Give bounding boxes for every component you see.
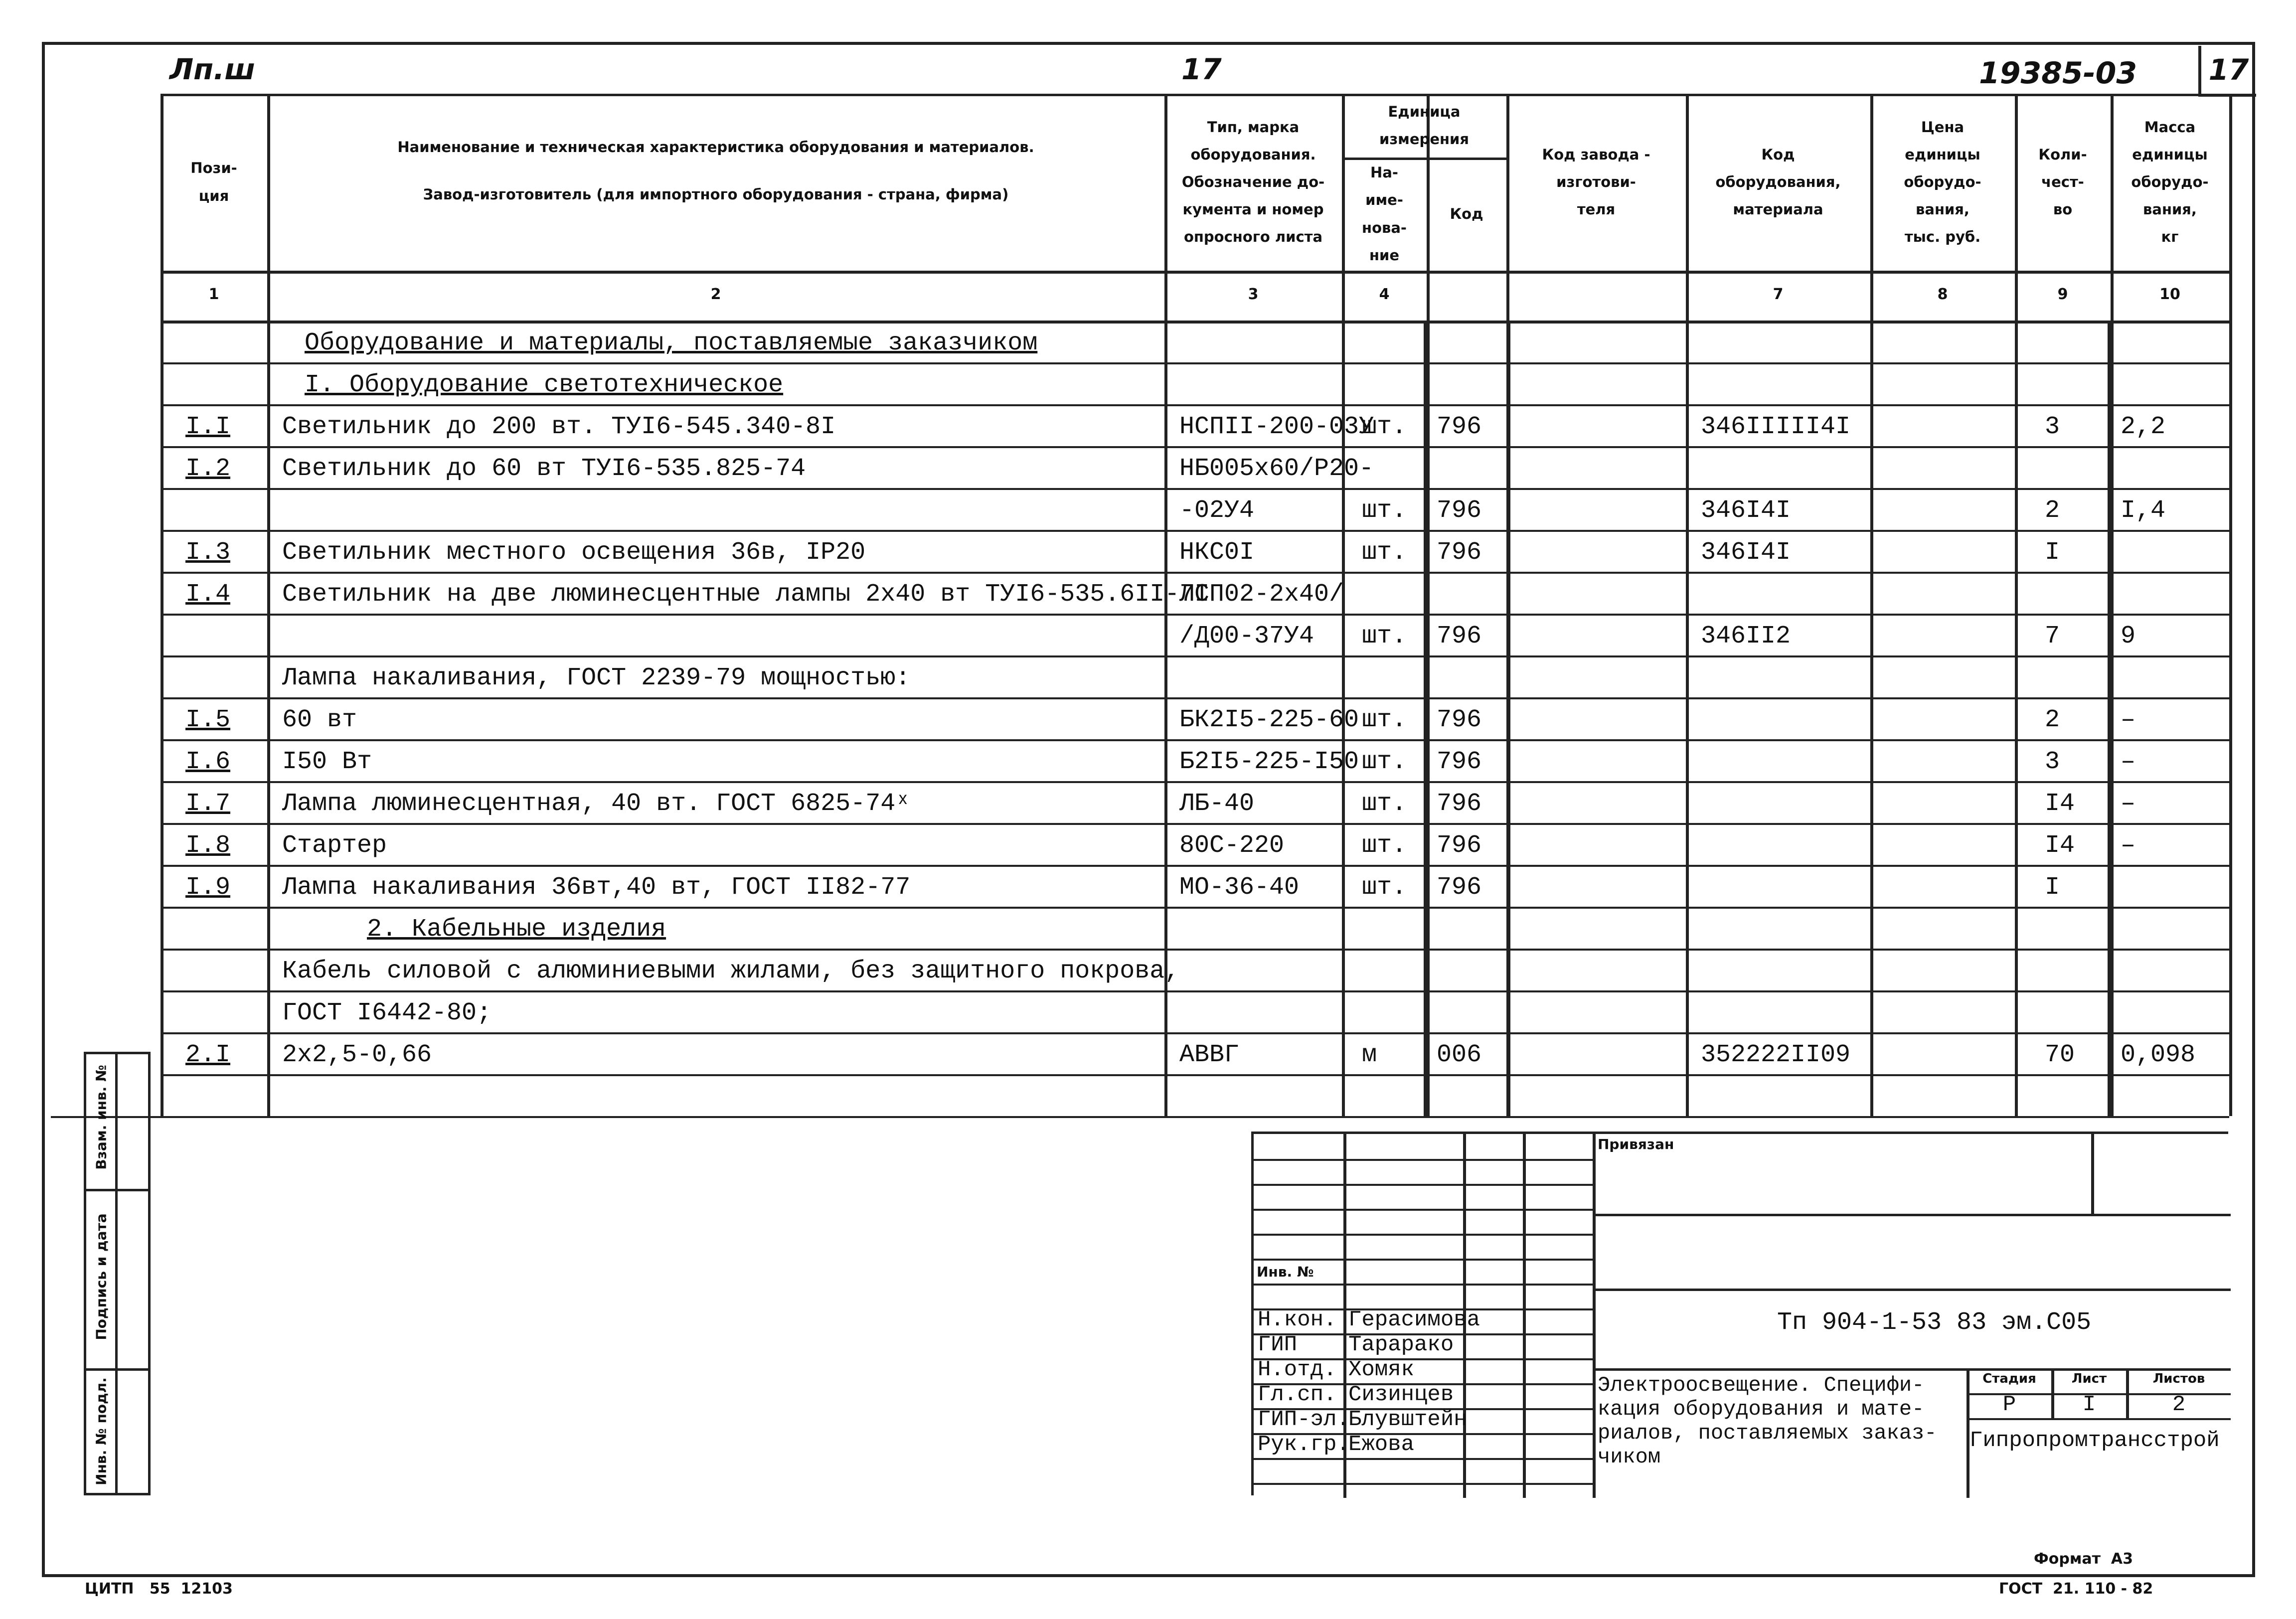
column-number: 8 <box>1937 286 1948 303</box>
cell-name: Светильник местного освещения 36в, IP20 <box>282 538 866 567</box>
signature-role: ГИП <box>1258 1332 1298 1357</box>
cell-name: ГОСТ I6442-80; <box>282 999 492 1027</box>
cell-code: 796 <box>1437 790 1482 818</box>
cell-name: Светильник до 60 вт ТУI6-535.825-74 <box>282 455 806 483</box>
cell-eq: 346I4I <box>1701 538 1791 567</box>
column-number: 10 <box>2159 286 2180 303</box>
cell-type: Б2I5-225-I50 <box>1179 748 1359 776</box>
signature-role: Гл.сп. <box>1258 1382 1337 1407</box>
column-number: 9 <box>2057 286 2068 303</box>
cell-code: 796 <box>1437 622 1482 650</box>
cell-qty: 2 <box>2045 496 2060 525</box>
format-label: Формат А3 <box>2034 1550 2133 1568</box>
cell-mass: – <box>2121 790 2136 818</box>
row-line <box>161 1032 2229 1034</box>
signature-name: Сизинцев <box>1348 1382 1454 1407</box>
cell-mass: 9 <box>2121 622 2136 650</box>
stage-label: Стадия <box>1982 1371 2036 1386</box>
cell-pos: I.7 <box>185 790 231 818</box>
row-line <box>161 321 2229 324</box>
cell-name: Лампа накаливания, ГОСТ 2239-79 мощностью: <box>282 664 911 692</box>
cell-eq: 352222II09 <box>1701 1041 1851 1069</box>
row-line <box>161 781 2229 783</box>
cell-code: 796 <box>1437 873 1482 902</box>
cell-pos: I.I <box>185 413 231 441</box>
inv-label: Инв. № <box>1257 1264 1314 1280</box>
cell-qty: I <box>2045 873 2060 902</box>
side-label-replace-inv: Взам. инв. № <box>93 1065 110 1170</box>
header-c2a: Наименование и техническая характеристика оборудования и материалов. <box>397 139 1034 156</box>
cell-unit: шт. <box>1362 538 1407 567</box>
cell-type: АВВГ <box>1179 1041 1240 1069</box>
cell-qty: I4 <box>2045 790 2075 818</box>
cell-name: Светильник до 200 вт. ТУI6-545.340-8I <box>282 413 836 441</box>
row-line <box>161 865 2229 867</box>
cell-eq: 346II2 <box>1701 622 1791 650</box>
cell-mass: I,4 <box>2121 496 2166 525</box>
row-line <box>161 1074 2229 1076</box>
row-line <box>161 949 2229 951</box>
row-line <box>161 271 2229 274</box>
signature-row <box>1254 1407 1603 1432</box>
signature-name: Блувштейн <box>1348 1407 1467 1432</box>
sheets-value: 2 <box>2172 1392 2186 1417</box>
column-number: 4 <box>1379 286 1390 303</box>
row-line <box>161 572 2229 574</box>
left-mark: Лп.ш <box>169 52 255 86</box>
col-line <box>267 94 270 1116</box>
row-line <box>161 614 2229 616</box>
header-c4b: Код <box>1450 205 1483 222</box>
cell-unit: шт. <box>1362 706 1407 734</box>
row-line <box>161 990 2229 992</box>
row-line <box>161 362 2229 364</box>
cell-code: 796 <box>1437 538 1482 567</box>
side-label-signature-date: Подпись и дата <box>93 1213 110 1340</box>
side-label-inv-orig: Инв. № подл. <box>93 1377 110 1485</box>
column-number: 7 <box>1773 286 1784 303</box>
page-number-top: 17 <box>1181 52 1222 86</box>
cell-mass: 2,2 <box>2121 413 2166 441</box>
header-c4: Единица измерения <box>1379 103 1469 148</box>
signature-role: Н.кон. <box>1258 1307 1337 1332</box>
cell-mass: – <box>2121 748 2136 776</box>
title-block <box>1251 1132 2228 1495</box>
header-c5: Код завода - изготови- теля <box>1542 146 1650 218</box>
signature-row <box>1254 1332 1603 1357</box>
cell-pos: I.4 <box>185 580 231 609</box>
cell-code: 796 <box>1437 831 1482 860</box>
signature-row <box>1254 1307 1603 1332</box>
signature-row <box>1254 1382 1603 1407</box>
signature-name: Герасимова <box>1348 1307 1480 1332</box>
row-line <box>161 530 2229 532</box>
cell-type: НСПII-200-03У <box>1179 413 1374 441</box>
cell-unit: шт. <box>1362 873 1407 902</box>
cell-mass: 0,098 <box>2121 1041 2196 1069</box>
cell-type: -02У4 <box>1179 496 1255 525</box>
cell-qty: 3 <box>2045 748 2060 776</box>
cell-name: Кабель силовой с алюминиевыми жилами, без защитного покрова, <box>282 957 1180 985</box>
cell-name: Лампа накаливания 36вт,40 вт, ГОСТ II82-77 <box>282 873 911 902</box>
cell-type: НКС0I <box>1179 538 1255 567</box>
col-line <box>2108 321 2112 1116</box>
row-line <box>161 739 2229 741</box>
cell-unit: м <box>1362 1041 1377 1069</box>
cell-unit: шт. <box>1362 831 1407 860</box>
cell-mass: – <box>2121 706 2136 734</box>
cell-name: Светильник на две люминесцентные лампы 2х40 вт ТУI6-535.6II-7I <box>282 580 1210 609</box>
footer-code: ЦИТП 55 12103 <box>85 1580 233 1598</box>
cell-qty: 3 <box>2045 413 2060 441</box>
cell-name: I. Оборудование светотехническое <box>305 371 784 399</box>
cell-pos: 2.I <box>185 1041 231 1069</box>
cell-name: Лампа люминесцентная, 40 вт. ГОСТ 6825-74ˣ <box>282 790 911 818</box>
signature-name: Ежова <box>1348 1432 1415 1457</box>
cell-qty: 7 <box>2045 622 2060 650</box>
cell-type: 80С-220 <box>1179 831 1285 860</box>
row-line <box>161 823 2229 825</box>
signature-role: Рук.гр. <box>1258 1432 1350 1457</box>
privyazan-label: Привязан <box>1598 1136 1674 1152</box>
cell-type: ЛСП02-2х40/ <box>1179 580 1344 609</box>
row-line <box>161 655 2229 657</box>
cell-pos: I.3 <box>185 538 231 567</box>
sheet-label: Лист <box>2071 1371 2107 1386</box>
cell-qty: 2 <box>2045 706 2060 734</box>
organization: Гипропромтрансстрой <box>1969 1428 2220 1453</box>
document-code: 19385-03 <box>1979 56 2137 91</box>
cell-code: 796 <box>1437 496 1482 525</box>
header-c2b: Завод-изготовитель (для импортного оборудования - страна, фирма) <box>423 186 1009 203</box>
cell-code: 006 <box>1437 1041 1482 1069</box>
row-line <box>51 1116 2229 1118</box>
cell-code: 796 <box>1437 706 1482 734</box>
cell-name: 2х2,5-0,66 <box>282 1041 432 1069</box>
sheets-label: Листов <box>2152 1371 2205 1386</box>
row-line <box>161 488 2229 490</box>
signature-name: Хомяк <box>1348 1357 1415 1382</box>
header-c3: Тип, марка оборудования. Обозначение до- кумента и номер опросного листа <box>1181 118 1325 246</box>
cell-pos: I.2 <box>185 455 231 483</box>
designation: Тп 904-1-53 83 эм.С05 <box>1777 1308 2092 1337</box>
signature-row <box>1254 1432 1603 1457</box>
corner-page-box <box>2198 46 2256 97</box>
corner-page: 17 <box>2208 53 2249 87</box>
row-line <box>161 907 2229 909</box>
col-line <box>1506 321 1510 1116</box>
cell-pos: I.8 <box>185 831 231 860</box>
cell-qty: 70 <box>2045 1041 2075 1069</box>
header-c1: Пози- ция <box>190 160 237 204</box>
cell-pos: I.9 <box>185 873 231 902</box>
header-c4a: На- име- нова- ние <box>1362 164 1407 264</box>
cell-type: БК2I5-225-60 <box>1179 706 1359 734</box>
row-line <box>161 446 2229 448</box>
cell-unit: шт. <box>1362 496 1407 525</box>
signature-role: ГИП-эл. <box>1258 1407 1350 1432</box>
cell-pos: I.5 <box>185 706 231 734</box>
cell-type: /Д00-37У4 <box>1179 622 1314 650</box>
cell-pos: I.6 <box>185 748 231 776</box>
column-number: 3 <box>1248 286 1259 303</box>
cell-qty: I <box>2045 538 2060 567</box>
signature-row <box>1254 1357 1603 1382</box>
cell-name: 2. Кабельные изделия <box>367 915 666 944</box>
cell-unit: шт. <box>1362 622 1407 650</box>
cell-type: НБ005х60/Р20- <box>1179 455 1374 483</box>
cell-eq: 346IIIII4I <box>1701 413 1851 441</box>
cell-unit: шт. <box>1362 748 1407 776</box>
header-c9: Коли- чест- во <box>2038 146 2087 218</box>
gost-label: ГОСТ 21. 110 - 82 <box>1999 1580 2153 1598</box>
col-line <box>1424 321 1428 1116</box>
cell-name: I50 Вт <box>282 748 372 776</box>
column-number: 1 <box>208 286 219 303</box>
cell-type: МО-36-40 <box>1179 873 1300 902</box>
header-c8: Цена единицы оборудо- вания, тыс. руб. <box>1904 118 1981 246</box>
cell-type: ЛБ-40 <box>1179 790 1255 818</box>
cell-qty: I4 <box>2045 831 2075 860</box>
specification-table <box>161 94 2229 1106</box>
row-line <box>161 404 2229 406</box>
sheet-title: Электроосвещение. Специфи- кация оборудования и мате- риалов, поставляемых заказ- чиком <box>1598 1373 1937 1469</box>
sheet-value: I <box>2082 1392 2096 1417</box>
cell-unit: шт. <box>1362 413 1407 441</box>
column-number: 2 <box>710 286 721 303</box>
cell-code: 796 <box>1437 413 1482 441</box>
cell-name: 60 вт <box>282 706 357 734</box>
header-c10: Масса единицы оборудо- вания, кг <box>2131 118 2209 246</box>
cell-mass: – <box>2121 831 2136 860</box>
cell-name: Стартер <box>282 831 387 860</box>
stage-value: Р <box>2002 1392 2016 1417</box>
signature-role: Н.отд. <box>1258 1357 1337 1382</box>
cell-eq: 346I4I <box>1701 496 1791 525</box>
cell-name: Оборудование и материалы, поставляемые заказчиком <box>305 329 1038 357</box>
side-stamp <box>84 1052 151 1495</box>
cell-unit: шт. <box>1362 790 1407 818</box>
row-line <box>161 697 2229 699</box>
cell-code: 796 <box>1437 748 1482 776</box>
col-line <box>2229 94 2232 1116</box>
header-c7: Код оборудования, материала <box>1715 146 1841 218</box>
signature-name: Тарарако <box>1348 1332 1454 1357</box>
